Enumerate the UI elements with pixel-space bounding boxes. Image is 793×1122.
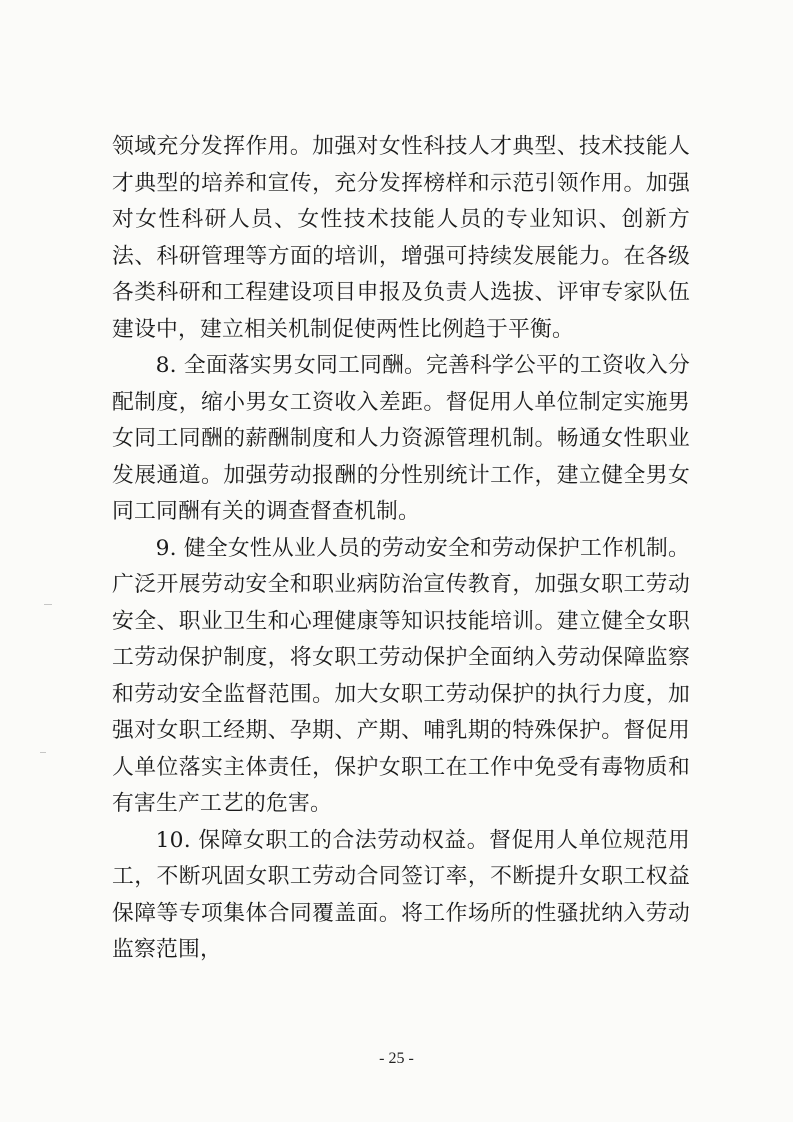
paragraph-item-10: 10. 保障女职工的合法劳动权益。督促用人单位规范用工，不断巩固女职工劳动合同签订率，不断提升女职工权益保障等专项集体合同覆盖面。将工作场所的性骚扰纳入劳动监察范围， xyxy=(112,827,690,962)
paragraph-item-9: 9. 健全女性从业人员的劳动安全和劳动保护工作机制。广泛开展劳动安全和职业病防治宣传教育，加强女职工劳动安全、职业卫生和心理健康等知识技能培训。建立健全女职工劳动保护制度，将女职工劳动保护全面纳入劳动保障监察和劳动安全监督范围。加大女职工劳动保护的执行力度，加强对女职工经期、孕期、产期、哺乳期的特殊保护。督促用人单位落实主体责任，保护女职工在工作中免受有毒物质和有害生产工艺的危害。 xyxy=(112,535,690,816)
paragraph-item-8: 8. 全面落实男女同工同酬。完善科学公平的工资收入分配制度，缩小男女工资收入差距。督促用人单位制定实施男女同工同酬的薪酬制度和人力资源管理机制。畅通女性职业发展通道。加强劳动报酬的分性别统计工作，建立健全男女同工同酬有关的调查督查机制。 xyxy=(112,353,690,524)
paragraph-continuation: 领域充分发挥作用。加强对女性科技人才典型、技术技能人才典型的培养和宣传，充分发挥榜样和示范引领作用。加强对女性科研人员、女性技术技能人员的专业知识、创新方法、科研管理等方面的培训，增强可持续发展能力。在各级各类科研和工程建设项目申报及负责人选拔、评审专家队伍建设中，建立相关机制促使两性比例趋于平衡。 xyxy=(112,134,690,342)
body-text xyxy=(112,129,690,969)
scan-artifact xyxy=(40,752,46,753)
page-number: - 25 - xyxy=(379,1050,414,1067)
scan-artifact xyxy=(44,604,52,605)
